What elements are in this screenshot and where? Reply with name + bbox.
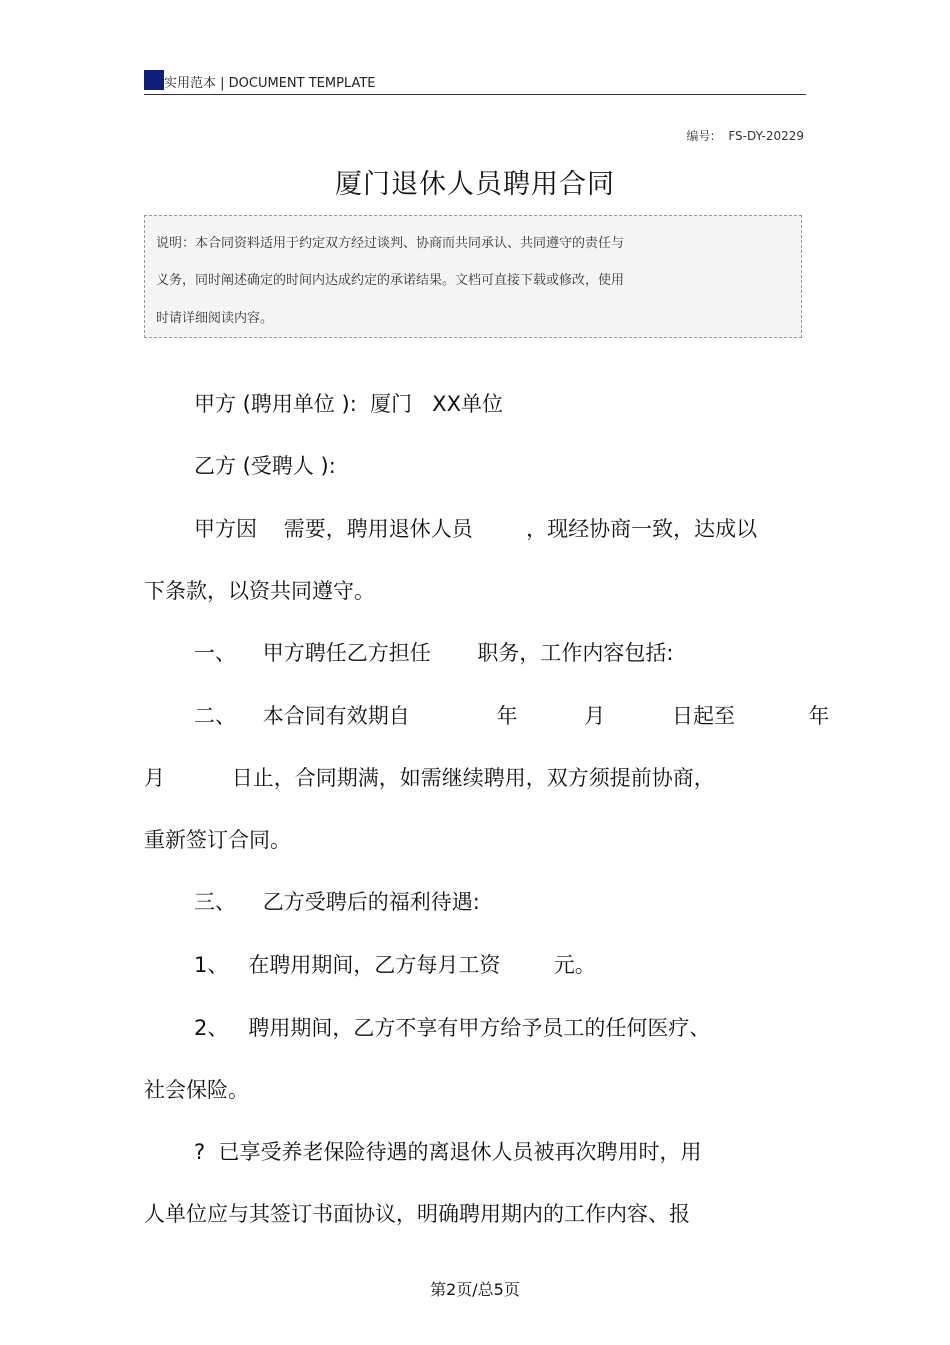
party-b-line: 乙方 (受聘人 ): <box>194 454 336 478</box>
clause-2-line-1: 二、 本合同有效期自 年 月 日起至 年 <box>194 704 830 728</box>
clause-1: 一、 甲方聘任乙方担任 职务，工作内容包括: <box>194 641 674 665</box>
benefit-item-2-line-1: 2、 聘用期间，乙方不享有甲方给予员工的任何医疗、 <box>194 1016 711 1040</box>
clause-2-line-3: 重新签订合同。 <box>144 828 291 852</box>
document-header <box>144 68 806 95</box>
description-line-2: 义务，同时阐述确定的时间内达成约定的承诺结果。文档可直接下载或修改，使用 <box>156 273 625 288</box>
benefit-item-3-line-1: ? 已享受养老保险待遇的离退休人员被再次聘用时，用 <box>194 1140 702 1164</box>
party-a-line: 甲方 (聘用单位 ): 厦门 XX单位 <box>194 392 503 416</box>
benefit-item-1: 1、 在聘用期间，乙方每月工资 元。 <box>194 953 596 977</box>
intro-line-1: 甲方因 需要，聘用退休人员 ，现经协商一致，达成以 <box>194 517 758 541</box>
document-number-label: 编号: <box>686 129 715 143</box>
document-number-value: FS-DY-20229 <box>728 129 804 143</box>
clause-3: 三、 乙方受聘后的福利待遇: <box>194 890 480 914</box>
document-title: 厦门退休人员聘用合同 <box>335 169 615 200</box>
header-logo-square <box>144 70 164 90</box>
benefit-item-3-line-2: 人单位应与其签订书面协议，明确聘用期内的工作内容、报 <box>144 1202 690 1226</box>
description-line-3: 时请详细阅读内容。 <box>156 311 274 326</box>
benefit-item-2-line-2: 社会保险。 <box>144 1078 249 1102</box>
page-indicator: 第2页/总5页 <box>430 1280 520 1299</box>
clause-2-line-2: 月 日止，合同期满，如需继续聘用，双方须提前协商， <box>144 766 715 790</box>
description-box <box>144 215 802 338</box>
document-number <box>686 127 804 144</box>
description-line-1: 说明：本合同资料适用于约定双方经过谈判、协商而共同承认、共同遵守的责任与 <box>156 236 625 251</box>
header-label: 实用范本 | DOCUMENT TEMPLATE <box>164 76 376 91</box>
intro-line-2: 下条款，以资共同遵守。 <box>144 579 375 603</box>
